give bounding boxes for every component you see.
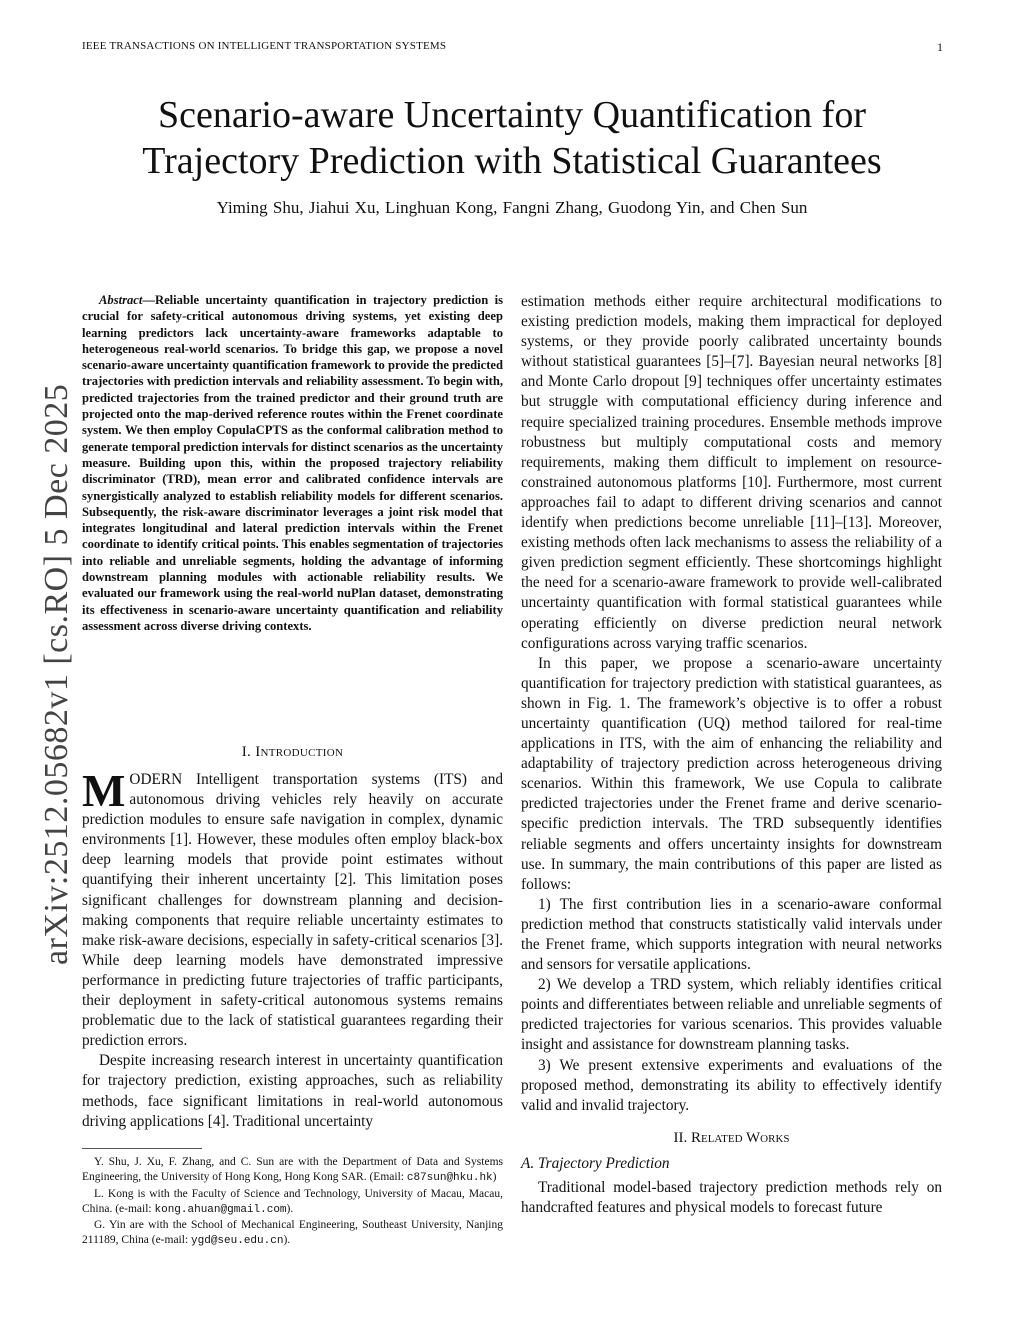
- intro-paragraph-1-text: ODERN Intelligent transportation systems (ITS) and autonomous driving vehicles rely heavily on accurate prediction modules to ensure safe navigation in complex, dynamic environments [1]. However, these modules often employ black-box deep learning models that provide point estimates without quantifying their inherent uncertainty [2]. This limitation poses significant challenges for downstream planning and decision-making components that require reliable uncertainty estimates to make risk-aware decisions, especially in safety-critical scenarios [3]. While deep learning models have demonstrated impressive performance in predicting future trajectories of traffic participants, their deployment in safety-critical autonomous systems remains problematic due to the lack of statistical guarantees regarding their prediction errors.: [82, 771, 503, 1050]
- footnote-1: Y. Shu, J. Xu, F. Zhang, and C. Sun are with the Department of Data and Systems Engineering, the University of Hong Kong, Hong Kong SAR. (Email: c87sun@hku.hk): [82, 1156, 503, 1185]
- section-2-number: II.: [673, 1129, 688, 1146]
- section-2-title: Related Works: [690, 1129, 790, 1146]
- journal-header: IEEE TRANSACTIONS ON INTELLIGENT TRANSPORTATION SYSTEMS: [82, 40, 447, 52]
- contributions-list: [521, 895, 942, 1116]
- abstract-label: Abstract: [99, 293, 143, 307]
- section-heading-introduction: [82, 744, 503, 761]
- contribution-item: 2) We develop a TRD system, which reliably identifies critical points and differentiates between reliable and unreliable segments of predicted trajectories for various scenarios. This provides valuable insight and assistance for downstream planning tasks.: [521, 976, 942, 1054]
- author-list: Yiming Shu, Jiahui Xu, Linghuan Kong, Fangni Zhang, Guodong Yin, and Chen Sun: [216, 198, 808, 217]
- right-column: [521, 292, 942, 1218]
- footnote-1-email: c87sun@hku.hk: [406, 1172, 493, 1185]
- right-paragraph-2: In this paper, we propose a scenario-aware uncertainty quantification for trajectory prediction with statistical guarantees, as shown in Fig. 1. The framework’s objective is to offer a robust uncertainty quantification (UQ) method tailored for real-time applications in ITS, with the aim of enhancing the reliability and adaptability of trajectory prediction across heterogeneous driving scenarios. Within this framework, We use Copula to calibrate predicted trajectories under the Frenet frame and derive scenario-specific prediction intervals. The TRD subsequently identifies reliable segments and offers uncertainty insights for downstream use. In summary, the main contributions of this paper are listed as follows:: [521, 654, 942, 893]
- footnote-rule: [82, 1148, 202, 1149]
- abstract-text: —Reliable uncertainty quantification in trajectory prediction is crucial for safety-critical autonomous driving systems, yet existing deep learning predictors lack uncertainty-aware frameworks adaptable to heterogeneous real-world scenarios. To bridge this gap, we propose a novel scenario-aware uncertainty quantification framework to provide the predicted trajectories with prediction intervals and reliability assessment. To begin with, predicted trajectories from the trained predictor and their ground truth are projected onto the map-derived reference routes within the Frenet coordinate system. We then employ CopulaCPTS as the conformal calibration method to generate temporal prediction intervals for distinct scenarios as the uncertainty measure. Building upon this, within the proposed trajectory reliability discriminator (TRD), mean error and calibrated confidence intervals are synergistically analyzed to establish reliability models for different scenarios. Subsequently, the risk-aware discriminator leverages a joint risk model that integrates longitudinal and lateral prediction intervals within the Frenet coordinate to identify critical points. This enables segmentation of trajectories into reliable and unreliable segments, holding the advantage of informing downstream planning modules with actionable reliability results. We evaluated our framework using the real-world nuPlan dataset, demonstrating its effectiveness in scenario-aware uncertainty quantification and reliability assessment across diverse driving contexts.: [82, 293, 504, 633]
- abstract: [82, 292, 503, 634]
- footnote-2: L. Kong is with the Faculty of Science and Technology, University of Macau, Macau, China. (e-mail: kong.ahuan@gmail.com).: [82, 1187, 503, 1216]
- paper-title: [0, 92, 1024, 184]
- intro-paragraph-1: [82, 765, 503, 1051]
- related-works-paragraph-1: Traditional model-based trajectory prediction methods rely on handcrafted features and physical models to forecast future: [521, 1179, 942, 1217]
- footnote-3: G. Yin are with the School of Mechanical Engineering, Southeast University, Nanjing 211189, China (e-mail: ygd@seu.edu.cn).: [82, 1219, 503, 1248]
- footnotes: [82, 1155, 503, 1250]
- page-number: 1: [937, 40, 943, 54]
- section-1-title: Introduction: [255, 744, 344, 760]
- contribution-item: 3) We present extensive experiments and evaluations of the proposed method, demonstrating its ability to effectively identify valid and invalid trajectory.: [521, 1056, 942, 1114]
- section-1-number: I.: [241, 744, 252, 760]
- title-line-1: Scenario-aware Uncertainty Quantification for: [158, 94, 866, 136]
- section-heading-related-works: [521, 1128, 942, 1148]
- footnote-3-email: ygd@seu.edu.cn: [191, 1235, 284, 1248]
- subsection-heading-trajectory-prediction: A. Trajectory Prediction: [521, 1154, 670, 1172]
- introduction-body: [82, 765, 503, 1132]
- dropcap: M: [82, 765, 126, 816]
- arxiv-stamp: arXiv:2512.05682v1 [cs.RO] 5 Dec 2025: [38, 383, 75, 965]
- right-paragraph-1: estimation methods either require architectural modifications to existing prediction models, making them impractical for deployed systems, or they provide poorly calibrated uncertainty bounds without statistical guarantees [5]–[7]. Bayesian neural networks [8] and Monte Carlo dropout [9] techniques offer uncertainty estimates but struggle with computational efficiency during inference and require specialized training procedures. Ensemble methods improve robustness but multiply computational costs and memory requirements, making them difficult to implement on resource-constrained autonomous platforms [10]. Furthermore, most current approaches fail to adapt to different driving scenarios and cannot identify when predictions become unreliable [11]–[13]. Moreover, existing methods often lack mechanisms to assess the reliability of a given prediction segment efficiently. These shortcomings highlight the need for a scenario-aware framework to provide well-calibrated uncertainty quantification with formal statistical guarantees while operating efficiently on diverse prediction neural network configurations across varying traffic scenarios.: [521, 293, 942, 652]
- contribution-item: 1) The first contribution lies in a scenario-aware conformal prediction method that constructs statistically valid intervals under the Frenet frame, which supports integration with neural networks and sensors for versatile applications.: [521, 895, 942, 974]
- title-line-2: Trajectory Prediction with Statistical Guarantees: [142, 140, 882, 182]
- footnote-2-email: kong.ahuan@gmail.com: [154, 1203, 287, 1216]
- intro-paragraph-2: Despite increasing research interest in uncertainty quantification for trajectory prediction, existing approaches, such as reliability methods, face significant limitations in real-world autonomous driving applications [4]. Traditional uncertainty: [82, 1052, 503, 1130]
